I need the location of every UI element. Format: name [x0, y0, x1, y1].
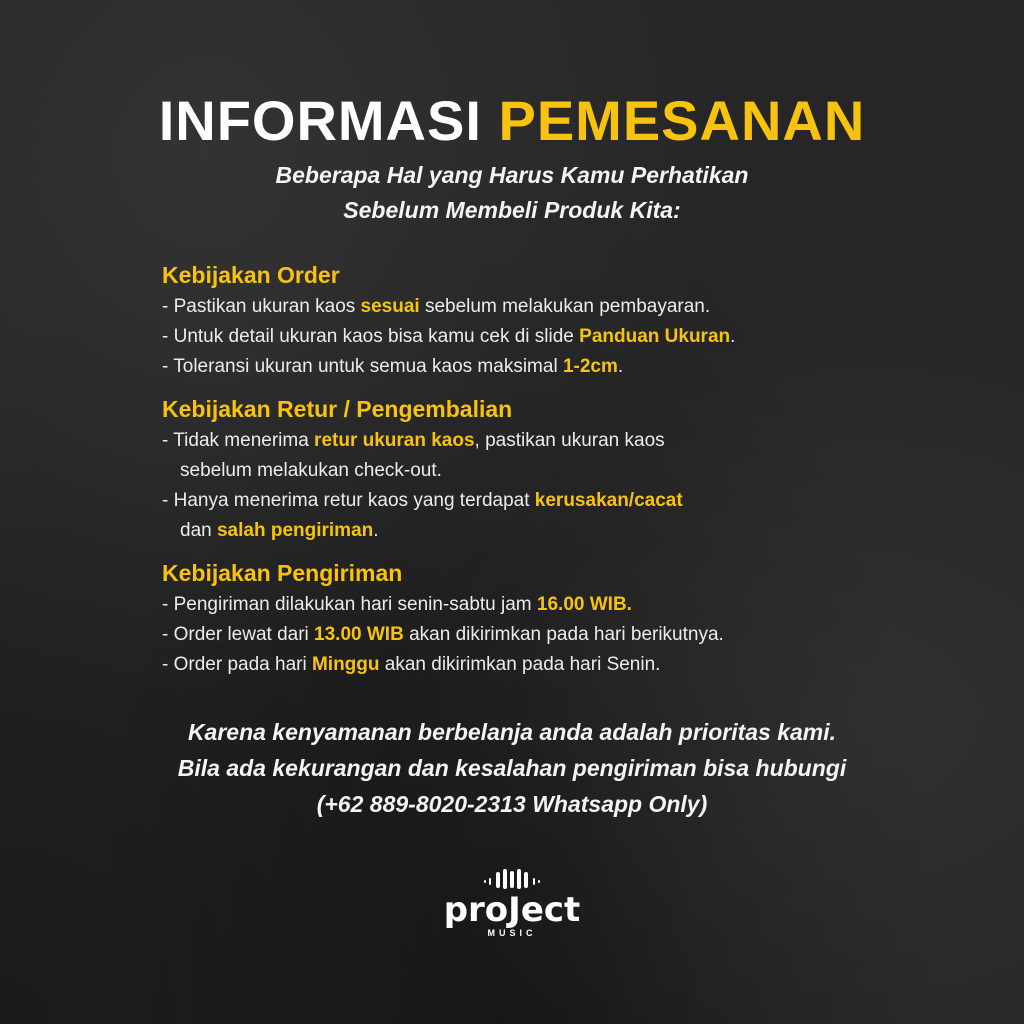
- text: - Tidak menerima: [162, 430, 315, 451]
- footer-note: [0, 714, 1024, 822]
- text: - Hanya menerima retur kaos yang terdapat: [162, 490, 535, 511]
- text: - Order lewat dari: [162, 624, 315, 645]
- highlight: Minggu: [311, 654, 380, 675]
- order-line-3: [162, 352, 882, 382]
- retur-line-2: sebelum melakukan check-out.: [180, 460, 442, 481]
- highlight: 13.00 WIB: [314, 624, 404, 645]
- text: - Order pada hari: [162, 654, 312, 675]
- text: sebelum melakukan pembayaran.: [419, 296, 711, 317]
- section-heading-order: Kebijakan Order: [162, 262, 340, 288]
- text: - Untuk detail ukuran kaos bisa kamu cek di slide: [162, 326, 580, 347]
- retur-line-4: [162, 516, 882, 546]
- footer-line-2: Bila ada kekurangan dan kesalahan pengiriman bisa hubungi: [177, 755, 847, 781]
- highlight: Panduan Ukuran: [579, 326, 731, 347]
- text: dan: [180, 520, 217, 541]
- page-title: [0, 88, 1024, 153]
- brand-logo: [0, 868, 1024, 938]
- pengiriman-line-2: [162, 620, 882, 650]
- text: akan dikirimkan pada hari Senin.: [379, 654, 661, 675]
- policy-content: [162, 258, 882, 680]
- subtitle-line-1: Beberapa Hal yang Harus Kamu Perhatikan: [275, 162, 749, 188]
- highlight: salah pengiriman: [216, 520, 374, 541]
- text: - Pengiriman dilakukan hari senin-sabtu jam: [162, 594, 537, 615]
- highlight: sesuai: [360, 296, 420, 317]
- subtitle-line-2: Sebelum Membeli Produk Kita:: [343, 197, 681, 223]
- title-yellow: PEMESANAN: [498, 89, 866, 152]
- footer-line-1: Karena kenyamanan berbelanja anda adalah prioritas kami.: [187, 719, 837, 745]
- pengiriman-line-1: [162, 590, 882, 620]
- text: - Pastikan ukuran kaos: [162, 296, 361, 317]
- text: - Toleransi ukuran untuk semua kaos maksimal: [162, 356, 563, 377]
- order-line-2: [162, 322, 882, 352]
- subtitle: [0, 158, 1024, 228]
- pengiriman-line-3: [162, 650, 882, 680]
- footer-contact: (+62 889-8020-2313 Whatsapp Only): [316, 791, 708, 817]
- order-line-1: [162, 292, 882, 322]
- text: .: [373, 520, 379, 541]
- sound-bars-icon: [482, 868, 542, 890]
- section-heading-pengiriman: Kebijakan Pengiriman: [162, 560, 403, 586]
- title-white: INFORMASI: [158, 89, 482, 152]
- text: akan dikirimkan pada hari berikutnya.: [403, 624, 724, 645]
- text: , pastikan ukuran kaos: [474, 430, 665, 451]
- retur-line-3: [162, 486, 882, 516]
- highlight: kerusakan/cacat: [534, 490, 683, 511]
- section-heading-retur: Kebijakan Retur / Pengembalian: [162, 396, 513, 422]
- logo-subtitle: MUSIC: [487, 928, 537, 938]
- logo-wordmark: proJect: [443, 890, 581, 930]
- text: .: [617, 356, 624, 377]
- retur-line-1: [162, 426, 882, 456]
- text: .: [730, 326, 736, 347]
- highlight: retur ukuran kaos: [314, 430, 475, 451]
- highlight: 16.00 WIB.: [536, 594, 632, 615]
- highlight: 1-2cm: [562, 356, 618, 377]
